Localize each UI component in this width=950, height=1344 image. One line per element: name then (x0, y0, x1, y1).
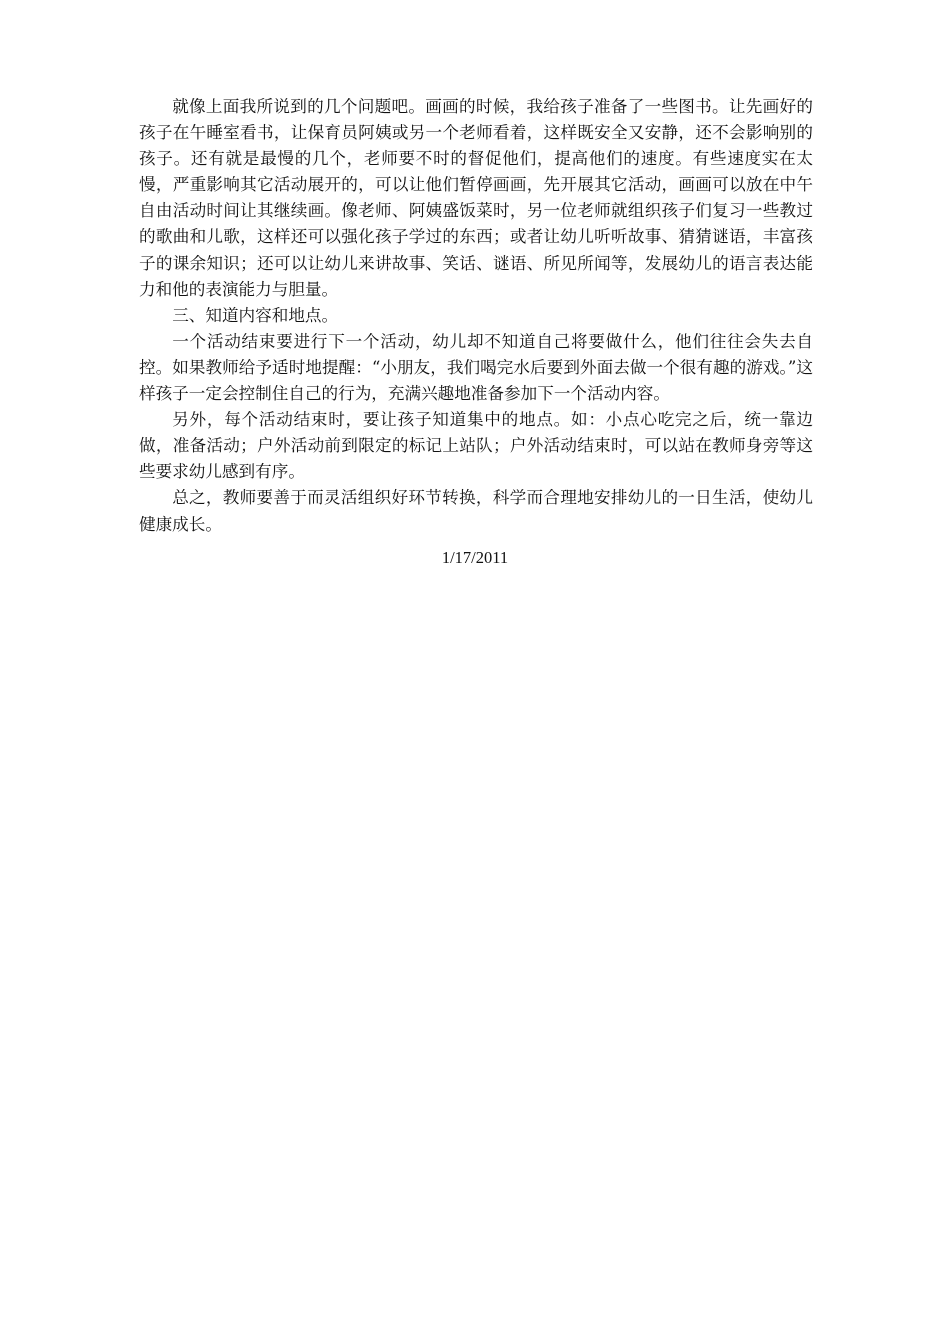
paragraph-2: 一个活动结束要进行下一个活动，幼儿却不知道自己将要做什么，他们往往会失去自控。如果教师给予适时地提醒：“小朋友，我们喝完水后要到外面去做一个很有趣的游戏。”这样孩子一定会控制住自己的行为，充满兴趣地准备参加下一个活动内容。 (139, 331, 813, 404)
paragraph-1: 就像上面我所说到的几个问题吧。画画的时候，我给孩子准备了一些图书。让先画好的孩子在午睡室看书，让保育员阿姨或另一个老师看着，这样既安全又安静，还不会影响别的孩子。还有就是最慢的几个，老师要不时的督促他们，提高他们的速度。有些速度实在太慢，严重影响其它活动展开的，可以让他们暂停画画，先开展其它活动，画画可以放在中午自由活动时间让其继续画。像老师、阿姨盛饭菜时，另一位老师就组织孩子们复习一些教过的歌曲和儿歌，这样还可以强化孩子学过的东西；或者让幼儿听听故事、猜猜谜语，丰富孩子的课余知识；还可以让幼儿来讲故事、笑话、谜语、所见所闻等，发展幼儿的语言表达能力和他的表演能力与胆量。 (139, 97, 813, 299)
section-heading: 三、知道内容和地点。 (172, 305, 339, 325)
footer-date: 1/17/2011 (441, 548, 509, 567)
document-body (139, 94, 813, 538)
paragraph-4: 总之，教师要善于而灵活组织好环节转换，科学而合理地安排幼儿的一日生活，使幼儿健康成长。 (139, 488, 813, 534)
paragraph-3: 另外，每个活动结束时，要让孩子知道集中的地点。如：小点心吃完之后，统一靠边做，准备活动；户外活动前到限定的标记上站队；户外活动结束时，可以站在教师身旁等这些要求幼儿感到有序。 (139, 410, 813, 482)
